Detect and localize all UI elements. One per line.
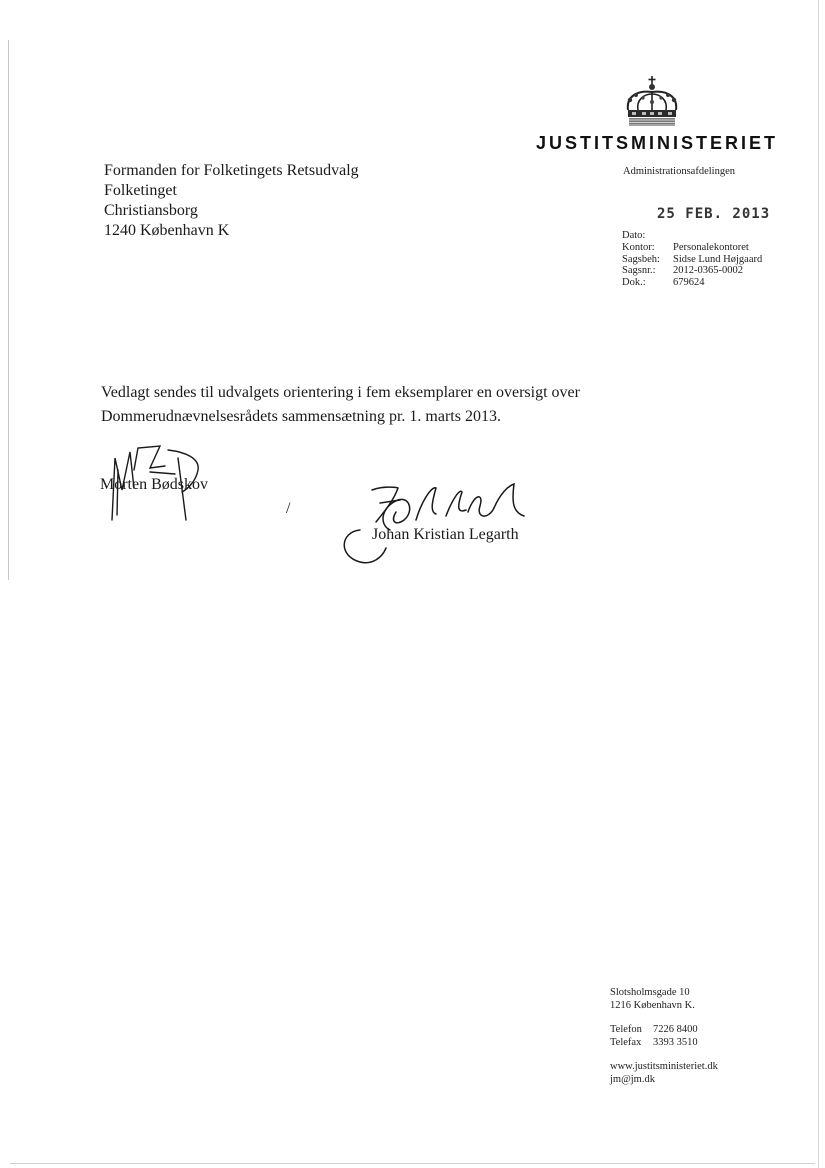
meta-label: Dato: <box>622 230 646 241</box>
signer-1-name: Morten Bødskov <box>100 476 208 493</box>
meta-value: 2012-0365-0002 <box>673 265 743 277</box>
meta-label: Dok.: <box>622 277 646 289</box>
meta-label: Kontor: <box>622 241 655 253</box>
ministry-name: JUSTITSMINISTERIET <box>536 133 779 153</box>
recipient-address <box>104 161 359 241</box>
fax-label: Telefax <box>610 1036 642 1048</box>
meta-value: 679624 <box>673 277 705 289</box>
phone-value: 7226 8400 <box>653 1024 698 1035</box>
recipient-line: 1240 København K <box>104 222 230 239</box>
footer-phone-row <box>610 1024 718 1037</box>
meta-row-document <box>622 277 762 289</box>
meta-row-case-number <box>622 265 762 277</box>
meta-row-date <box>622 230 762 242</box>
footer-street: Slotsholmsgade 10 <box>610 987 690 998</box>
meta-label: Sagsbeh: <box>622 253 660 265</box>
case-meta <box>622 230 762 289</box>
recipient-line: Christiansborg <box>104 202 198 219</box>
scan-edge-left <box>8 40 9 580</box>
letter-body <box>101 381 580 429</box>
footer-fax-row <box>610 1037 718 1050</box>
email-link[interactable]: jm@jm.dk <box>610 1073 655 1085</box>
footer-city: 1216 København K. <box>610 999 695 1011</box>
meta-label: Sagsnr.: <box>622 265 656 277</box>
meta-row-office <box>622 242 762 254</box>
fax-value: 3393 3510 <box>653 1036 698 1048</box>
signature-2-scribble <box>344 484 524 563</box>
department-name: Administrationsafdelingen <box>623 166 735 177</box>
footer-contact <box>610 987 718 1086</box>
phone-label: Telefon <box>610 1024 642 1035</box>
recipient-line: Formanden for Folketingets Retsudvalg <box>104 162 359 179</box>
scan-edge-right <box>818 0 819 1168</box>
signer-separator: / <box>286 500 291 517</box>
meta-value: Personalekontoret <box>673 241 749 253</box>
signer-2-name: Johan Kristian Legarth <box>372 526 519 543</box>
meta-row-caseworker <box>622 254 762 266</box>
date-stamp: 25 FEB. 2013 <box>657 206 771 222</box>
recipient-line: Folketinget <box>104 182 177 199</box>
royal-crown-icon <box>622 76 682 128</box>
body-line: Dommerudnævnelsesrådets sammensætning pr. 1. marts 2013. <box>101 408 501 425</box>
body-line: Vedlagt sendes til udvalgets orientering i fem eksemplarer en oversigt over <box>101 384 580 401</box>
website-link[interactable]: www.justitsministeriet.dk <box>610 1061 718 1072</box>
meta-value: Sidse Lund Højgaard <box>673 253 763 265</box>
scan-edge-bottom <box>10 1163 815 1164</box>
